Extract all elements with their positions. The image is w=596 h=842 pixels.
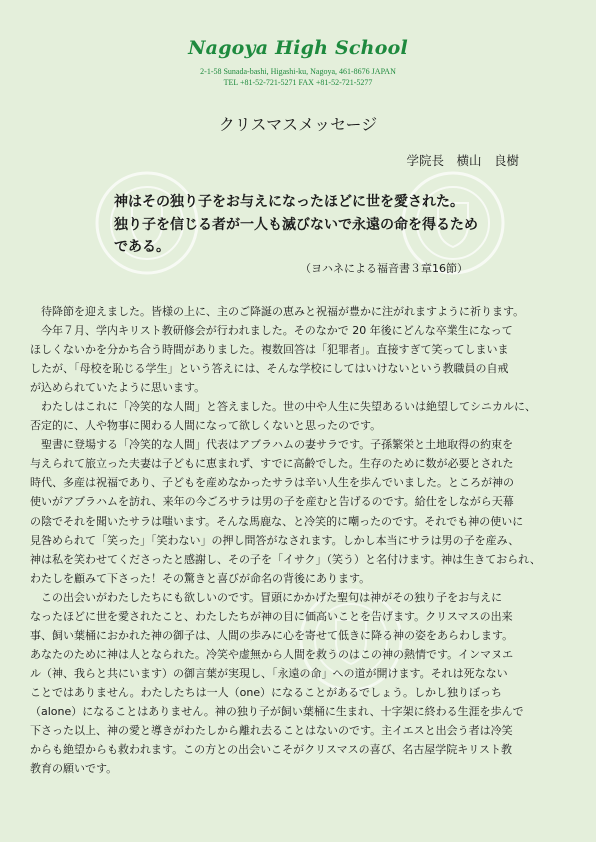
page-title: クリスマスメッセージ: [218, 115, 378, 134]
author-name: 学院長 横山 良樹: [406, 153, 519, 168]
phone-fax-line: TEL +81-52-721-5271 FAX +81-52-721-5277: [223, 78, 373, 87]
body-line: 事、飼い葉桶におかれた神の御子は、人間の歩みに心を寄せて低きに降る神の姿をあらわします。: [30, 628, 514, 642]
body-line: 時代、多産は祝福であり、子どもを産めなかったサラは辛い人生を歩んでいました。ところが神の: [30, 476, 514, 490]
body-line: したが、「母校を恥じる学生」という答えには、そんな学校にしてはいけないという教職員の自戒: [30, 362, 509, 376]
body-line: あなたのために神は人となられた。冷笑や虚無から人間を救うのはこの神の熱情です。インマヌエ: [30, 647, 514, 661]
body-line: 下さった以上、神の愛と導きがわたしから離れ去ることはないのです。主イエスと出会う者は冷笑: [30, 724, 513, 738]
body-line: ことではありません。わたしたちは一人（one）になることがあるでしょう。しかし独りぼっち: [30, 685, 503, 699]
body-line: （alone）になることはありません。神の独り子が飼い葉桶に生まれ、十字架に終わる生涯を歩んで: [30, 704, 524, 718]
body-line: 今年７月、学内キリスト教研修会が行われました。そのなかで 20 年後にどんな卒業生になって: [30, 324, 513, 338]
body-line: ル（神、我らと共にいます）の御言葉が実現し、「永遠の命」への道が開けます。それは死なない: [30, 666, 508, 680]
school-address: [160, 66, 436, 88]
body-line: なったほどに世を愛されたこと、わたしたちが神の目に価高いことを告げます。クリスマスの出来: [30, 609, 513, 623]
verse-citation: （ヨハネによる福音書３章16節）: [300, 262, 468, 275]
school-name: Nagoya High School: [188, 37, 408, 59]
message-body: [30, 302, 570, 778]
verse-line: 神はその独り子をお与えになったほどに世を愛された。: [114, 194, 464, 210]
body-line: 与えられて旅立った夫妻は子どもに恵まれず、すでに高齢でした。生存のために数が必要とされた: [30, 457, 514, 471]
body-line: 否定的に、人や物事に関わる人間になって欲しくないと思ったのです。: [30, 419, 382, 433]
body-line: 聖書に登場する「冷笑的な人間」代表はアブラハムの妻サラです。子孫繁栄と土地取得の約束を: [30, 438, 514, 452]
body-line: 待降節を迎えました。皆様の上に、主のご降誕の恵みと祝福が豊かに注がれますように祈ります。: [30, 305, 525, 318]
body-line: からも絶望からも救われます。この方との出会いこそがクリスマスの喜び、名古屋学院キリスト教: [30, 743, 513, 757]
body-line: が込められていたように思います。: [30, 381, 206, 395]
body-line: の陰でそれを聞いたサラは嗤います。そんな馬鹿な、と冷笑的に嘲ったのです。それでも神の使いに: [30, 514, 524, 528]
body-line: わたしを顧みて下さった！その驚きと喜びが命名の背後にあります。: [30, 571, 371, 585]
body-line: 神は私を笑わせてくださったと感謝し、その子を「イサク」（笑う）と名付けます。神は生きておられ、: [30, 552, 541, 566]
verse-line: 独り子を信じる者が一人も滅びないで永遠の命を得るため: [114, 216, 478, 233]
body-line: 教育の願いです。: [30, 762, 118, 776]
body-line: わたしはこれに「冷笑的な人間」と答えました。世の中や人生に失望あるいは絶望してシニカルに、: [30, 400, 536, 414]
body-line: 見咎められて「笑った」「笑わない」の押し問答がなされます。しかし本当にサラは男の子を産み、: [30, 533, 520, 547]
bible-verse: [114, 191, 494, 259]
address-line: 2-1-58 Sunada-bashi, Higashi-ku, Nagoya, 461-8676 JAPAN: [200, 67, 396, 76]
body-line: 使いがアブラハムを訪れ、来年の今ごろサラは男の子を産むと告げるのです。給仕をしながら天幕: [30, 495, 514, 509]
body-line: この出会いがわたしたちにも欲しいのです。冒頭にかかげた聖句は神がその独り子をお与えに: [30, 590, 503, 604]
body-line: ほしくないかを分かち合う時間がありました。複数回答は「犯罪者」。直接すぎて笑ってしまいま: [30, 343, 509, 357]
verse-line: である。: [114, 239, 170, 255]
